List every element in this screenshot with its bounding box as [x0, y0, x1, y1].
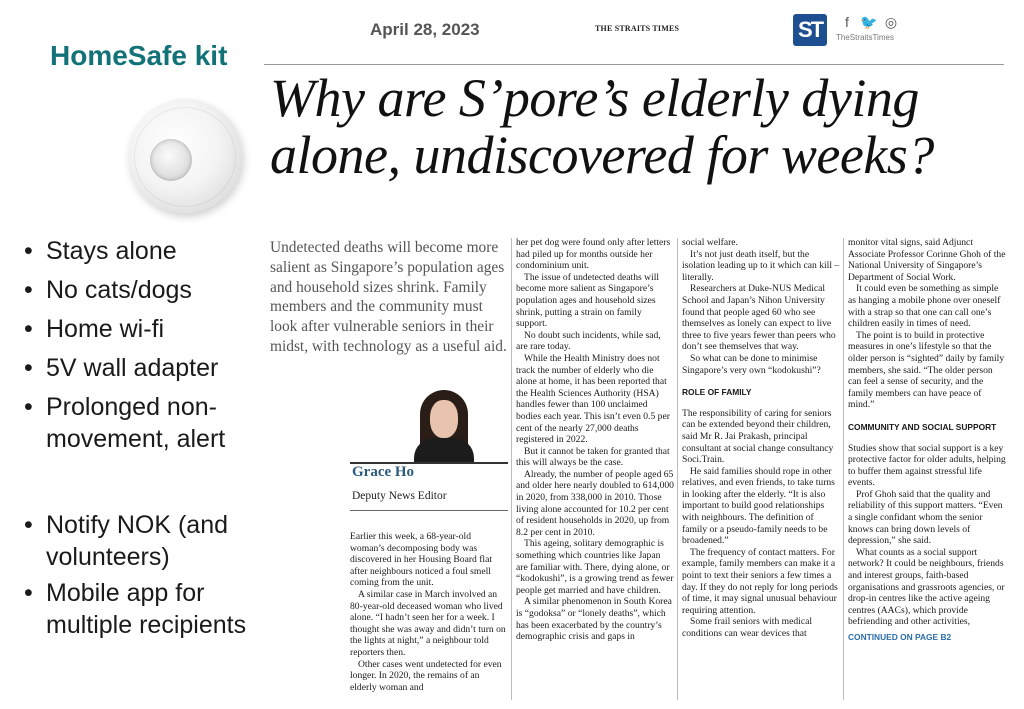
paragraph: But it cannot be taken for granted that this will always be the case.	[516, 445, 670, 469]
paragraph: He said families should rope in other relatives, and even friends, to take turns in looking after the elderly. “It is also important to build good relationships with neighbours. The definition of family or a pseudo-family needs to be broadened.”	[682, 465, 835, 547]
paragraph: Prof Ghoh said that the quality and reliability of this support matters. “Even a single confidant whom the senior knows can bring down levels of depression,” she said.	[848, 488, 1003, 547]
bullet-text: Notify NOK (and volunteers)	[46, 511, 229, 571]
article-column-1	[350, 531, 508, 693]
paragraph: Some frail seniors with medical conditions can wear devices that	[682, 616, 813, 639]
masthead: THE STRAITS TIMES	[595, 24, 680, 33]
paragraph: While the Health Ministry does not track the number of elderly who die alone at home, it has been reported that the Health Sciences Authority (HSA) handles fewer than 100 unclaimed bodies each year. This isn’t even 0.5 per cent of the nearly 27,000 deaths registered in 2022.	[516, 352, 670, 446]
bullet-text: Prolonged non-movement, alert	[46, 393, 226, 453]
bullet-item	[24, 235, 274, 267]
bullet-text: 5V wall adapter	[46, 354, 219, 382]
author-photo	[396, 386, 508, 462]
bullet-item	[24, 509, 274, 573]
social-icons	[836, 14, 902, 31]
paragraph: Already, the number of people aged 65 and older here nearly doubled to 614,000 in 2020, from 338,000 in 2010. Those living alone accounted for 10.2 per cent of resident households in 2020, up from 8.2 per cent in 2010.	[516, 468, 674, 538]
column-divider	[511, 238, 512, 700]
sensor-lens	[150, 139, 192, 181]
article-dek: Undetected deaths will become more salient as Singapore’s population ages and household sizes shrink. Family members and the community must look after vulnerable seniors in their midst, with technology as a useful aid.	[270, 239, 507, 355]
bullet-dot-icon: •	[24, 393, 33, 421]
paragraph: The point is to build in protective measures in one’s lifestyle so that the older person is “sighted” daily by family members, she said. “The older person can feel a sense of security, and the family members can have peace of mind.”	[848, 329, 1005, 411]
bullet-text: Home wi-fi	[46, 315, 165, 343]
bullet-list-features	[24, 509, 274, 645]
article-column-3	[682, 237, 840, 640]
subheading-community-support: COMMUNITY AND SOCIAL SUPPORT	[848, 421, 997, 432]
paragraph: The responsibility of caring for seniors can be extended beyond their children, said Mr R. Jai Prakash, principal consultant at social change consultancy Soci.Train.	[682, 407, 834, 466]
paragraph: No doubt such incidents, while sad, are rare today.	[516, 329, 661, 353]
bullet-item	[24, 352, 274, 384]
column-divider	[843, 238, 844, 700]
column-divider	[677, 238, 678, 700]
paragraph: Other cases went undetected for even longer. In 2020, the remains of an elderly woman and	[350, 658, 502, 693]
subheading-role-of-family: ROLE OF FAMILY	[682, 387, 752, 398]
paragraph: A similar phenomenon in South Korea is “godoksa” or “lonely deaths”, which has been exacerbated by the country’s demographic crisis and gaps in	[516, 596, 672, 643]
bullet-item	[24, 391, 274, 455]
paragraph: What counts as a social support network? It could be neighbours, friends and interest groups, faith-based organisations and grassroots agencies, or drop-in centres like the active ageing centres (AACs), which provide befriending and other activities,	[848, 546, 1005, 628]
author-photo-body	[414, 438, 474, 462]
paragraph: This ageing, solitary demographic is something which countries like Japan are familiar with. There, dying alone, or “kodokushi”, is a growing trend as fewer people get married and have children.	[516, 538, 674, 596]
bullet-dot-icon: •	[24, 315, 33, 343]
paragraph: It could even be something as simple as hanging a mobile phone over oneself with a strap so that one can call one’s children easily in times of need.	[848, 283, 1001, 330]
bullet-dot-icon: •	[24, 276, 33, 304]
paragraph: A similar case in March involved an 80-year-old deceased woman who lived alone. “I hadn’t seen her for a week. I thought she was away and didn’t turn on the lights at night,” a neighbour told reporters then.	[350, 588, 506, 658]
paragraph: Researchers at Duke-NUS Medical School and Japan’s Nihon University found that people aged 60 who see themselves as lonely can expect to live three to five years fewer than peers who don’t see themselves that way.	[682, 283, 836, 353]
headline-rule	[264, 64, 1004, 65]
article-column-4	[848, 237, 1006, 644]
bullet-text: Mobile app for multiple recipients	[46, 579, 247, 639]
paragraph: The frequency of contact matters. For example, family members can make it a point to text their seniors a few times a day. If they do not reply for long periods of time, it may signal unusual behaviour requiring attention.	[682, 546, 838, 616]
author-photo-face	[430, 400, 458, 438]
continued-on-page-b2: CONTINUED ON PAGE B2	[848, 632, 952, 642]
straits-times-logo: ST	[793, 14, 827, 46]
bullet-dot-icon: •	[24, 511, 33, 539]
paragraph: The issue of undetected deaths will become more salient as Singapore’s population ages and household sizes shrink, putting a strain on family support.	[516, 271, 660, 330]
bullet-text: Stays alone	[46, 237, 177, 265]
twitter-icon: 🐦	[860, 14, 878, 30]
paragraph: Studies show that social support is a key protective factor for older adults, helping to buffer them against stressful life events.	[848, 442, 1006, 489]
paragraph: So what can be done to minimise Singapore’s very own “kodokushi”?	[682, 352, 821, 376]
bullet-item	[24, 274, 274, 306]
paragraph: monitor vital signs, said Adjunct Associate Professor Corinne Ghoh of the National University of Singapore’s Department of Social Work.	[848, 237, 1006, 283]
slide-title: HomeSafe kit	[50, 40, 228, 71]
publication-date: April 28, 2023	[370, 20, 480, 39]
paragraph: Earlier this week, a 68-year-old woman’s decomposing body was discovered in her Housing Board flat after neighbours noticed a foul smell coming from the unit.	[350, 531, 493, 589]
paragraph: It’s not just death itself, but the isolation leading up to it which can kill – literally.	[682, 248, 840, 283]
article-column-2	[516, 237, 674, 643]
author-role: Deputy News Editor	[352, 490, 447, 502]
facebook-icon: f	[845, 14, 849, 30]
author-name: Grace Ho	[352, 464, 415, 480]
byline-divider	[350, 510, 508, 511]
bullet-text: No cats/dogs	[46, 276, 192, 304]
bullet-item	[24, 577, 274, 641]
bullet-list-requirements	[24, 235, 274, 462]
article-headline: Why are S’pore’s elderly dying alone, undiscovered for weeks?	[270, 68, 934, 185]
bullet-dot-icon: •	[24, 237, 33, 265]
newspaper-clipping	[258, 0, 1024, 709]
bullet-item	[24, 313, 274, 345]
paragraph: her pet dog were found only after letters had piled up for months outside her condominium unit.	[516, 237, 671, 272]
bullet-dot-icon: •	[24, 579, 33, 607]
social-handle: TheStraitsTimes	[836, 33, 894, 42]
motion-sensor-image	[128, 99, 242, 213]
paragraph: social welfare.	[682, 237, 738, 248]
instagram-icon: ◎	[884, 14, 898, 30]
bullet-dot-icon: •	[24, 354, 33, 382]
